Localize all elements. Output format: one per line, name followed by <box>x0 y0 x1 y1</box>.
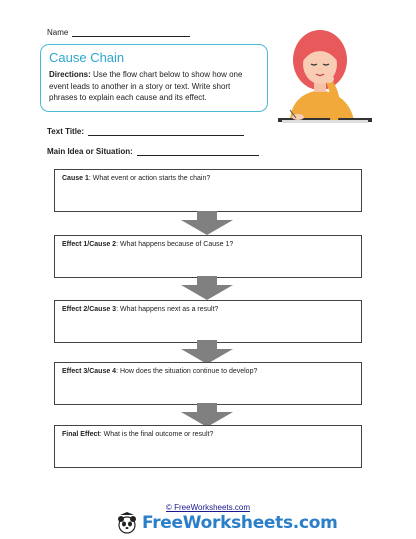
cause-1-box[interactable] <box>54 169 362 212</box>
box-label: Cause 1 <box>62 175 89 182</box>
box-label: Effect 2/Cause 3 <box>62 306 117 313</box>
effect-2-cause-3-box[interactable] <box>54 300 362 343</box>
text-title-field[interactable] <box>88 127 244 136</box>
box-label: Effect 3/Cause 4 <box>62 368 117 375</box>
site-logo <box>116 512 338 534</box>
directions-label: Directions: <box>49 70 91 79</box>
directions-text <box>49 69 259 104</box>
main-idea-field[interactable] <box>137 147 259 156</box>
effect-3-cause-4-box[interactable] <box>54 362 362 405</box>
down-arrow-icon <box>181 276 233 300</box>
box-prompt: : What happens next as a result? <box>116 306 219 313</box>
main-idea-row <box>47 147 259 156</box>
down-arrow-icon <box>181 340 233 364</box>
down-arrow-icon <box>181 211 233 235</box>
panda-icon <box>116 512 138 534</box>
worksheet-title: Cause Chain <box>49 50 125 65</box>
main-idea-label: Main Idea or Situation: <box>47 147 133 156</box>
name-field[interactable] <box>72 28 190 37</box>
box-prompt: : How does the situation continue to develop? <box>116 368 258 375</box>
student-illustration <box>268 20 378 130</box>
directions-body: Use the flow chart below to show how one event leads to another in a story or text. Write short phrases to explain each cause and its effect. <box>49 70 243 102</box>
final-effect-box[interactable] <box>54 425 362 468</box>
down-arrow-icon <box>181 403 233 427</box>
box-prompt: : What is the final outcome or result? <box>99 431 214 438</box>
directions-box <box>40 44 268 112</box>
copyright-link[interactable]: © FreeWorksheets.com <box>166 503 250 512</box>
logo-text: FreeWorksheets.com <box>142 513 338 533</box>
text-title-label: Text Title: <box>47 127 85 136</box>
text-title-row <box>47 127 244 136</box>
box-label: Effect 1/Cause 2 <box>62 241 117 248</box>
box-prompt: : What happens because of Cause 1? <box>116 241 234 248</box>
name-row <box>47 28 190 37</box>
box-label: Final Effect <box>62 431 100 438</box>
box-prompt: : What event or action starts the chain? <box>88 175 211 182</box>
effect-1-cause-2-box[interactable] <box>54 235 362 278</box>
name-label: Name <box>47 28 69 37</box>
